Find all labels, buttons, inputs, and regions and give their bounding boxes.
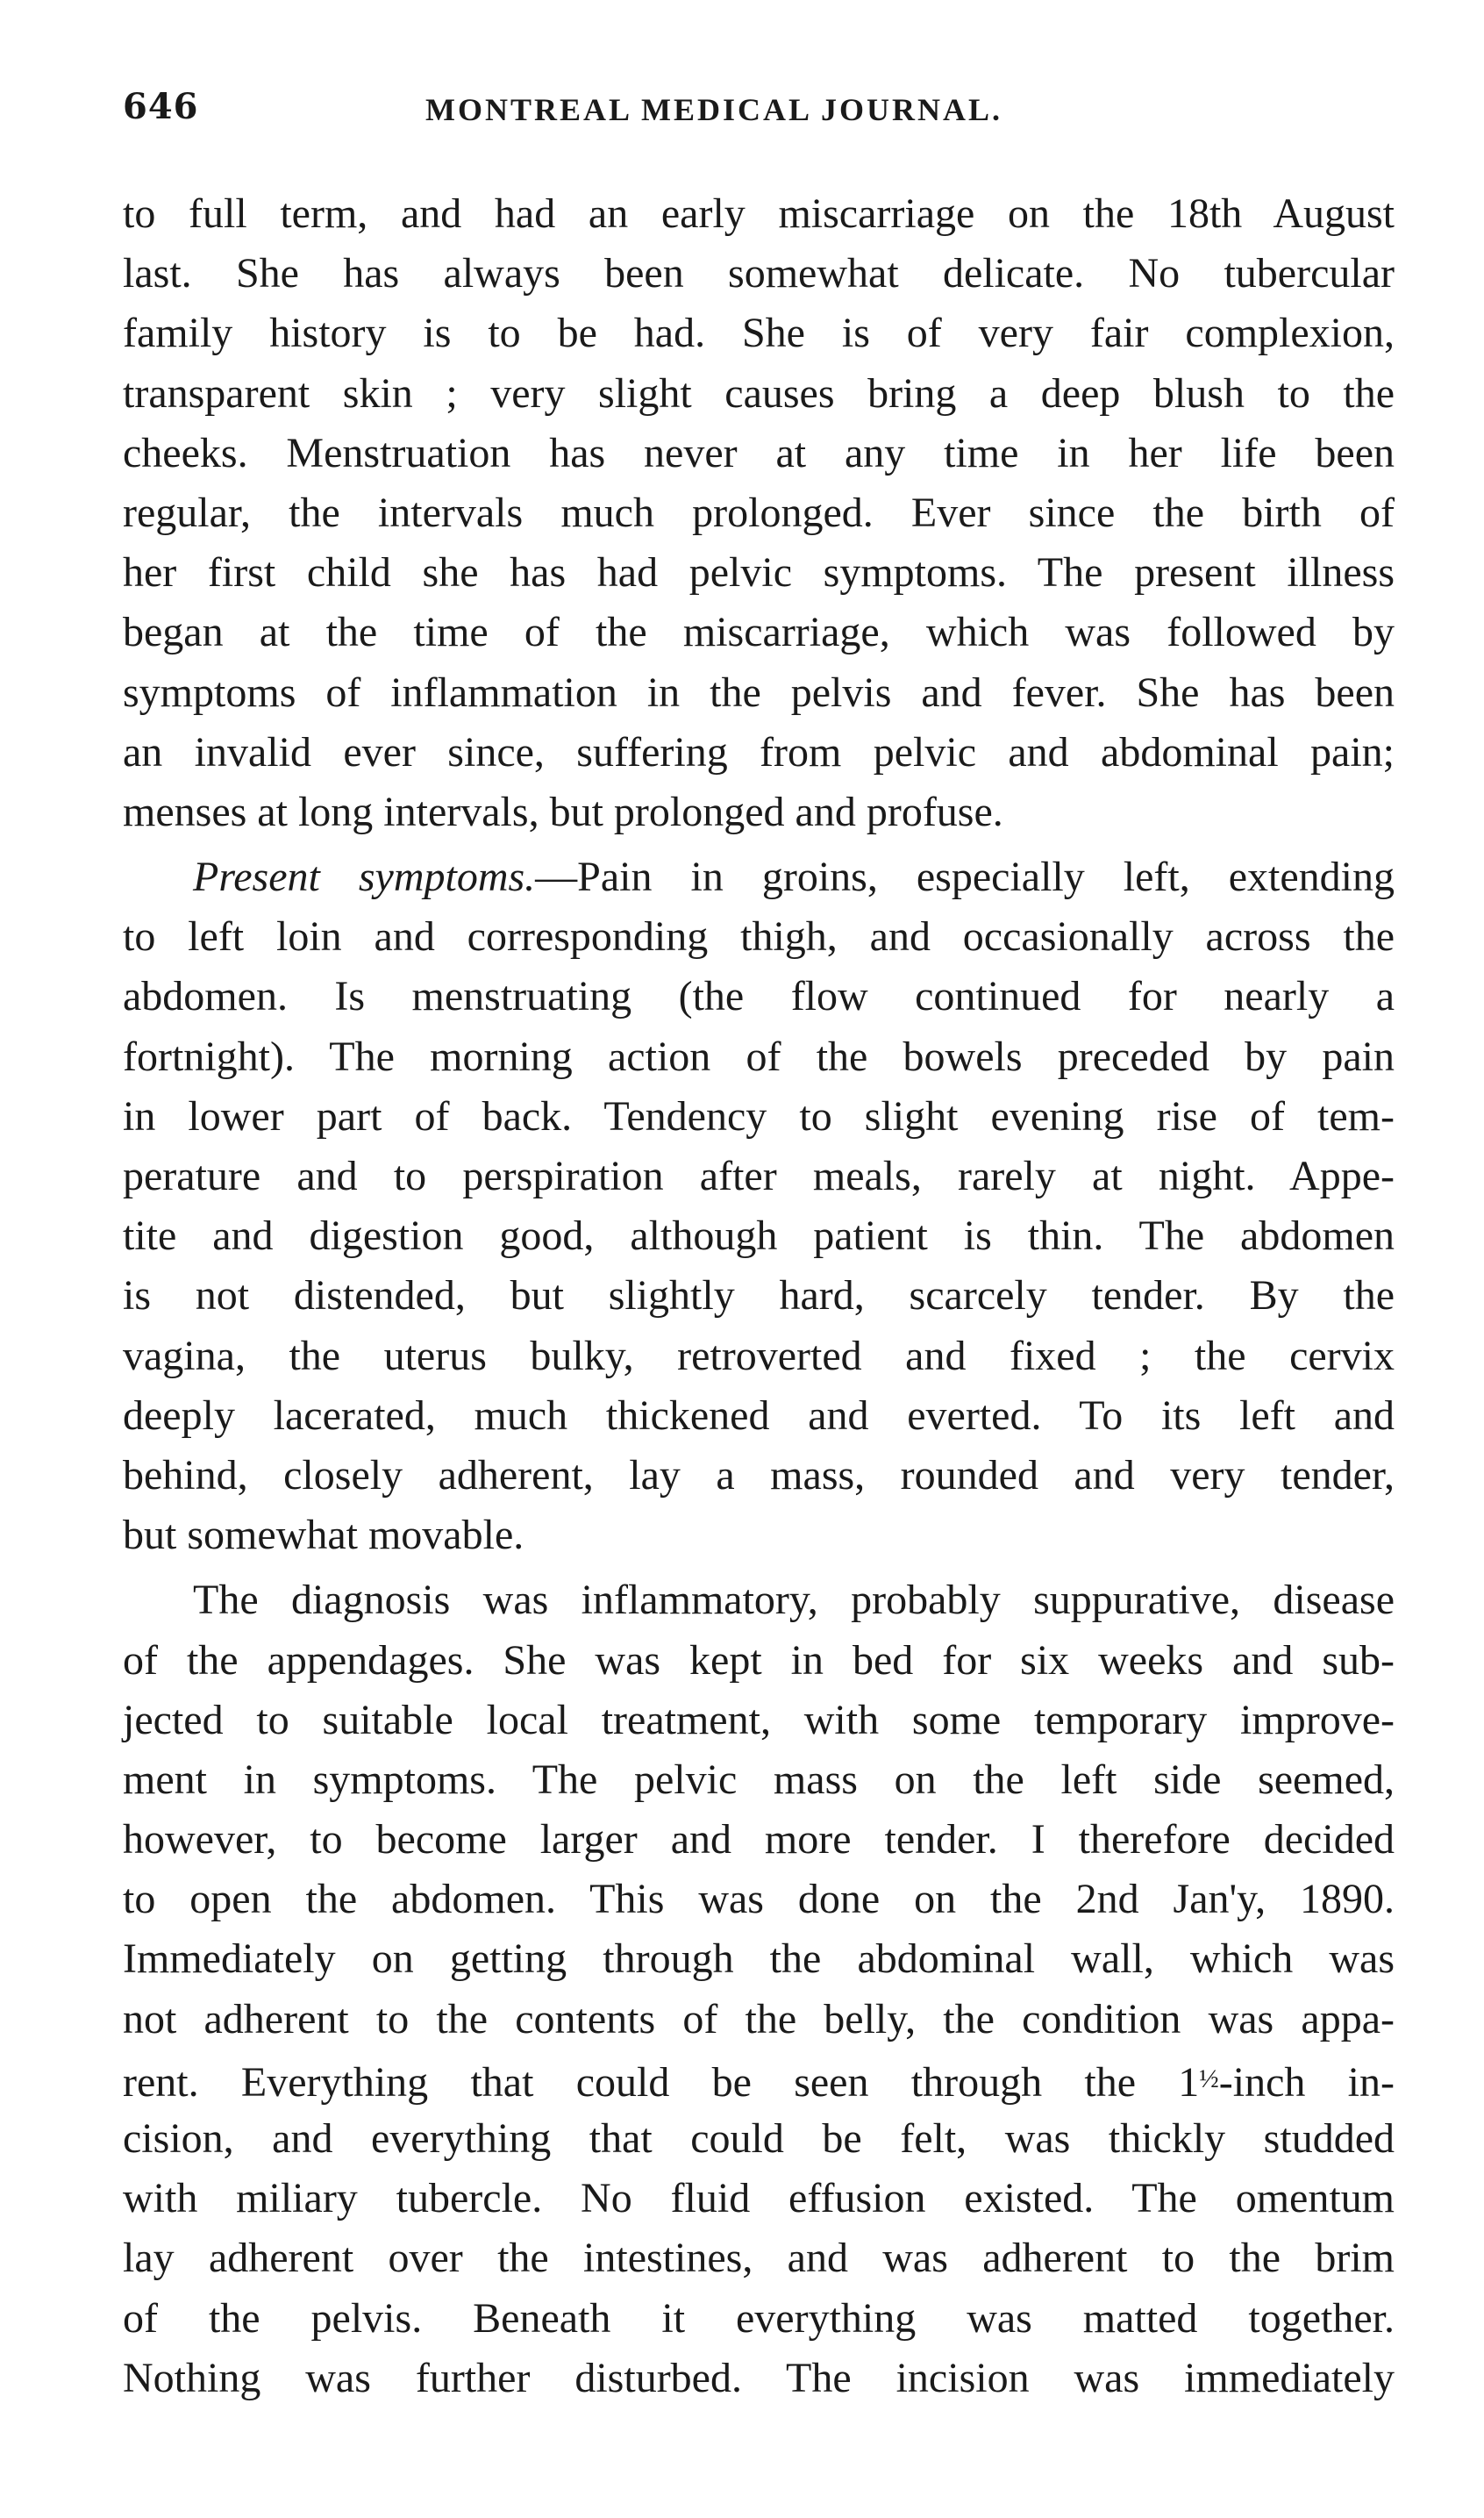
text-line: transparent skin ; very slight causes bring a deep blush to the	[123, 369, 1395, 417]
text-line: cision, and everything that could be felt, was thickly studded	[123, 2115, 1395, 2162]
text-line: Nothing was further disturbed. The incision was immediately	[123, 2354, 1395, 2401]
text-line: in lower part of back. Tendency to slight evening rise of tem-	[123, 1092, 1395, 1140]
text-line: tite and digestion good, although patient is thin. The abdomen	[123, 1213, 1395, 1260]
text-line: lay adherent over the intestines, and was adherent to the brim	[123, 2235, 1395, 2282]
text-line: of the pelvis. Beneath it everything was matted together.	[123, 2294, 1395, 2342]
page-number: 646	[123, 86, 199, 127]
text-line: to open the abdomen. This was done on the 2nd Jan'y, 1890.	[123, 1876, 1395, 1923]
text-run: —Pain in groins, especially left, extending	[535, 854, 1395, 901]
text-run: -inch in-	[1218, 2058, 1395, 2106]
text-run: rent. Everything that could be seen through the	[123, 2058, 1179, 2106]
text-line: began at the time of the miscarriage, which was followed by	[123, 609, 1395, 656]
text-line: perature and to perspiration after meals, rarely at night. Appe-	[123, 1153, 1395, 1199]
text-line: family history is to be had. She is of very fair complexion,	[123, 310, 1395, 357]
paragraph-present-symptoms	[123, 848, 1395, 1565]
text-line: fortnight). The morning action of the bowels preceded by pain	[123, 1033, 1395, 1080]
body-text	[123, 184, 1395, 2408]
text-line: symptoms of inflammation in the pelvis and fever. She has been	[123, 669, 1395, 716]
text-line: Immediately on getting through the abdominal wall, which was	[123, 1935, 1395, 1983]
text-line: to full term, and had an early miscarriage on the 18th August	[123, 190, 1395, 237]
incision-fraction: ½	[1199, 2064, 1219, 2093]
text-line: ment in symptoms. The pelvic mass on the left side seemed,	[123, 1756, 1395, 1803]
text-line	[123, 848, 1395, 907]
text-line: vagina, the uterus bulky, retroverted and fixed ; the cervix	[123, 1332, 1395, 1379]
page-header	[123, 86, 1386, 139]
text-line: abdomen. Is menstruating (the flow continued for nearly a	[123, 973, 1395, 1020]
paragraph-history	[123, 184, 1395, 842]
text-line: deeply lacerated, much thickened and everted. To its left and	[123, 1391, 1395, 1439]
text-line: with miliary tubercle. No fluid effusion existed. The omentum	[123, 2175, 1395, 2222]
symptoms-heading: Present symptoms.	[193, 854, 536, 901]
text-line: The diagnosis was inflammatory, probably suppurative, disease	[193, 1577, 1395, 1624]
incision-measure: 1	[1178, 2058, 1200, 2106]
text-line	[123, 2049, 1395, 2109]
text-line: regular, the intervals much prolonged. Ever since the birth of	[123, 489, 1395, 536]
text-line: to left loin and corresponding thigh, and occasionally across the	[123, 913, 1395, 961]
text-line: of the appendages. She was kept in bed for six weeks and sub-	[123, 1636, 1395, 1684]
text-line: behind, closely adherent, lay a mass, rounded and very tender,	[123, 1451, 1395, 1499]
text-line: but somewhat movable.	[123, 1512, 524, 1559]
text-line: not adherent to the contents of the belly, the condition was appa-	[123, 1995, 1395, 2042]
text-line: jected to suitable local treatment, with some temporary improve-	[123, 1696, 1395, 1743]
text-line: an invalid ever since, suffering from pelvic and abdominal pain;	[123, 728, 1395, 776]
text-line: her first child she has had pelvic symptoms. The present illness	[123, 549, 1395, 597]
running-head: MONTREAL MEDICAL JOURNAL.	[425, 92, 1003, 127]
text-line: cheeks. Menstruation has never at any time in her life been	[123, 429, 1395, 476]
text-line: is not distended, but slightly hard, scarcely tender. By the	[123, 1272, 1395, 1320]
text-line: however, to become larger and more tender. I therefore decided	[123, 1816, 1395, 1863]
text-line: menses at long intervals, but prolonged and profuse.	[123, 788, 1003, 835]
text-line: last. She has always been somewhat delicate. No tubercular	[123, 250, 1395, 297]
paragraph-diagnosis	[123, 1570, 1395, 2408]
